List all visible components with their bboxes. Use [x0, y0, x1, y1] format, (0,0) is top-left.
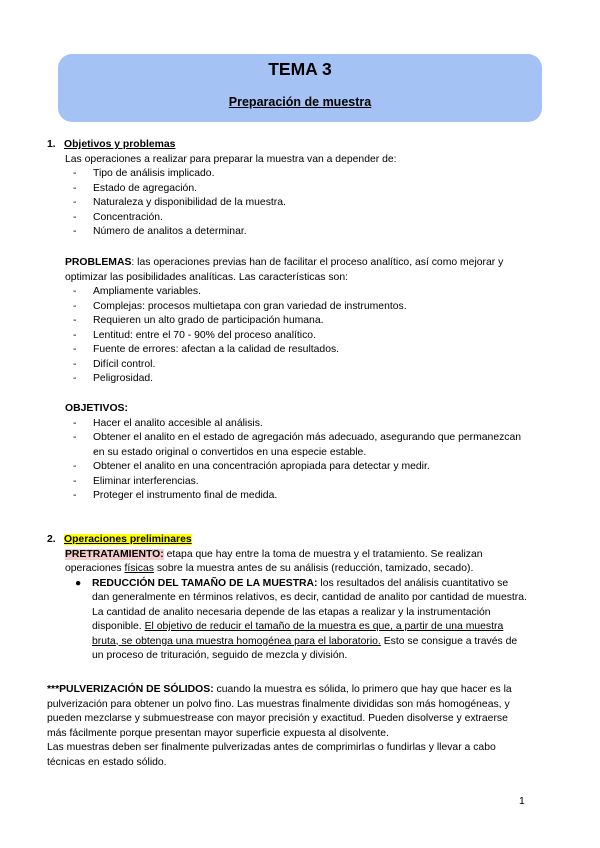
list-item: - Naturaleza y disponibilidad de la muestra.	[73, 196, 543, 211]
bullet-text: disponible.	[92, 621, 145, 632]
pretreatment-line-2	[65, 562, 535, 577]
bullet-line: La cantidad de analito necesaria depende de las etapas a realizar y la instrumentación	[92, 606, 491, 618]
list-item: - Complejas: procesos multietapa con gran variedad de instrumentos.	[73, 300, 543, 315]
section-operaciones	[0, 533, 600, 664]
underlined-objective-cont: bruta, se obtenga una muestra homogénea para el laboratorio.	[92, 635, 381, 647]
section-1-heading	[47, 138, 600, 153]
list-item: - Obtener el analito en una concentración apropiada para detectar y medir.	[73, 460, 543, 475]
pulverization-label: ***PULVERIZACIÓN DE SÓLIDOS:	[47, 684, 214, 695]
section-number: 1.	[47, 139, 56, 150]
paragraph-line: pueden mezclarse y submuestrease con mayor precisión y exactitud. Pueden disolverse y extraerse	[47, 713, 508, 724]
list-item: - Tipo de análisis implicado.	[73, 167, 543, 182]
list-item: - Peligrosidad.	[73, 372, 543, 387]
bullet-line	[92, 620, 532, 635]
section-number: 2.	[47, 534, 56, 545]
bullet-text: Esto se consigue a través de	[380, 635, 518, 647]
problems-intro	[65, 256, 535, 271]
paragraph-line	[47, 683, 547, 698]
list-item: - Estado de agregación.	[73, 182, 543, 197]
pretreatment-text-c: sobre la muestra antes de su análisis (reducción, tamizado, secado).	[153, 563, 474, 574]
paragraph-line: técnicas en estado sólido.	[47, 756, 167, 768]
pretreatment-label: PRETRATAMIENTO:	[65, 548, 164, 560]
list-item: - Ampliamente variables.	[73, 285, 543, 300]
section-objetivos	[0, 138, 600, 240]
title-banner	[58, 54, 542, 122]
list-item: - Número de analitos a determinar.	[73, 225, 543, 240]
continuation-text: en su estado original o convertidos en una especie estable.	[93, 446, 367, 458]
bullet-reduction	[75, 577, 532, 664]
list-item: - Eliminar interferencias.	[73, 475, 543, 490]
page-subtitle: Preparación de muestra	[228, 95, 372, 109]
problems-intro-cont: optimizar las posibilidades analíticas. Las características son:	[65, 271, 348, 283]
bullet-line: dan generalmente en términos relativos, es decir, cantidad de analito por cantidad de muestra.	[92, 592, 527, 603]
pulverization-paragraph	[0, 683, 600, 770]
page-number: 1	[519, 796, 525, 807]
section-2-heading	[47, 533, 600, 548]
problems-label: PROBLEMAS	[65, 257, 132, 268]
page-title: TEMA 3	[268, 59, 332, 79]
list-item-continuation	[93, 446, 543, 461]
list-item: - Difícil control.	[73, 358, 543, 373]
pretreatment-text-a: operaciones	[65, 563, 125, 574]
problems-text: : las operaciones previas han de facilitar el proceso analítico, así como mejorar y	[131, 257, 504, 268]
list-item: - Lentitud: entre el 70 - 90% del proceso analítico.	[73, 329, 543, 344]
paragraph-line: más fácilmente porque presentan mayor superficie expuesta al disolvente.	[47, 727, 389, 739]
section-title: Objetivos y problemas	[64, 139, 176, 150]
list-item: - Concentración.	[73, 211, 543, 226]
objectives-block	[0, 402, 600, 504]
list-item: - Requieren un alto grado de participación humana.	[73, 314, 543, 329]
list-item: - Hacer el analito accesible al análisis.	[73, 417, 543, 432]
reduction-label: REDUCCIÓN DEL TAMAÑO DE LA MUESTRA:	[92, 577, 318, 589]
bullet-line	[92, 635, 532, 650]
paragraph-line: Las muestras deben ser finalmente pulverizadas antes de comprimirlas o fundirlas y llevar a cabo	[47, 742, 496, 753]
objectives-label: OBJETIVOS:	[65, 403, 128, 414]
paragraph-line: pulverización para obtener un polvo fino. Las muestras finalmente divididas son más homogéneas, y	[47, 698, 510, 710]
list-item: - Fuente de errores: afectan a la calidad de resultados.	[73, 343, 543, 358]
pretreatment-text: etapa que hay entre la toma de muestra y el tratamiento. Se realizan	[163, 548, 483, 560]
bullet-line	[92, 577, 532, 592]
section-intro: Las operaciones a realizar para preparar la muestra van a depender de:	[65, 153, 397, 165]
list-item: - Proteger el instrumento final de medida.	[73, 489, 543, 504]
bullet-text: los resultados del análisis cuantitativo se	[317, 577, 509, 589]
physical-emphasis: físicas	[124, 563, 154, 574]
bullet-dot: ●	[75, 577, 82, 589]
pretreatment-line	[65, 548, 535, 563]
problems-block	[0, 256, 600, 387]
list-item: - Obtener el analito en el estado de agregación más adecuado, asegurando que permanezcan	[73, 431, 543, 446]
underlined-objective: El objetivo de reducir el tamaño de la muestra es que, a partir de una muestra	[144, 621, 504, 632]
paragraph-text: cuando la muestra es sólida, lo primero que hay que hacer es la	[213, 684, 512, 695]
bullet-line: un proceso de trituración, seguido de mezcla y división.	[92, 650, 348, 661]
section-title: Operaciones preliminares	[64, 534, 192, 545]
